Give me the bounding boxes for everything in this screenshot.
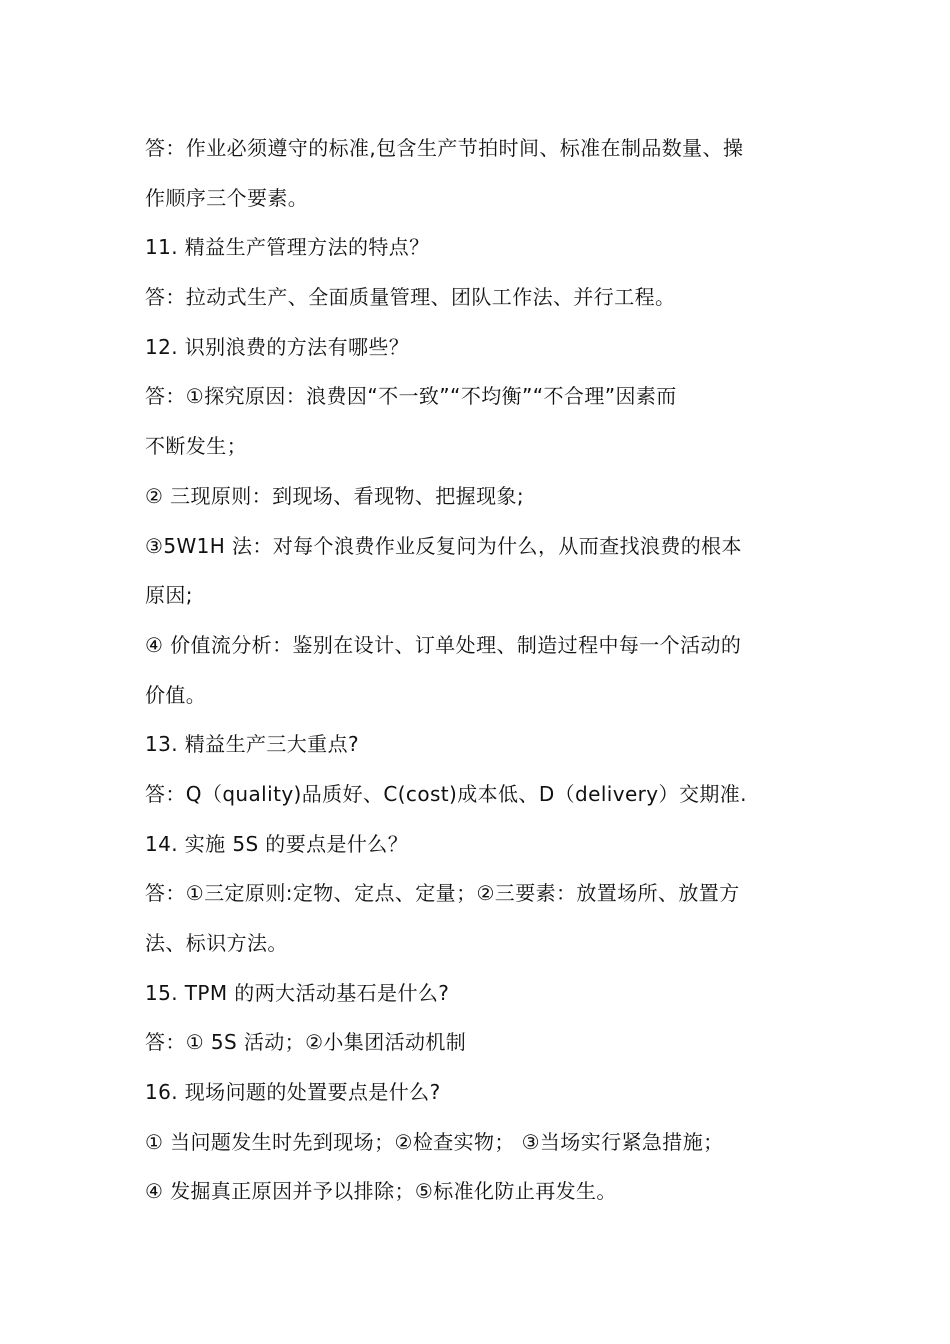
text-line: 原因;	[145, 583, 193, 608]
question-heading: 15. TPM 的两大活动基石是什么?	[145, 980, 450, 1005]
question-heading: 16. 现场问题的处置要点是什么?	[145, 1080, 441, 1105]
text-line: 不断发生；	[145, 434, 247, 459]
text-line: ② 三现原则：到现场、看现物、把握现象;	[145, 483, 525, 508]
answer-line: 答：①探究原因：浪费因“不一致”“不均衡”“不合理”因素而	[145, 384, 677, 409]
answer-line: 答：Q（quality)品质好、C(cost)成本低、D（delivery）交期准.	[145, 781, 747, 806]
answer-line: 答：①三定原则:定物、定点、定量；②三要素：放置场所、放置方	[145, 881, 740, 906]
text-line: 作顺序三个要素。	[145, 185, 309, 210]
question-heading: 13. 精益生产三大重点?	[145, 732, 359, 757]
answer-line: 答：① 5S 活动；②小集团活动机制	[145, 1030, 467, 1055]
document-body	[145, 124, 810, 1217]
text-line: ③5W1H 法：对每个浪费作业反复问为什么，从而查找浪费的根本	[145, 533, 742, 558]
text-line: 价值。	[145, 682, 207, 707]
question-heading: 14. 实施 5S 的要点是什么？	[145, 831, 409, 856]
question-heading: 11. 精益生产管理方法的特点？	[145, 235, 430, 260]
text-line: 答：作业必须遵守的标准,包含生产节拍时间、标准在制品数量、操	[145, 136, 744, 160]
text-line: ① 当问题发生时先到现场；②检查实物； ③当场实行紧急措施；	[145, 1129, 724, 1154]
text-line: ④ 发掘真正原因并予以排除；⑤标准化防止再发生。	[145, 1179, 617, 1204]
text-line: 法、标识方法。	[145, 931, 288, 955]
text-line: ④ 价值流分析：鉴别在设计、订单处理、制造过程中每一个活动的	[145, 632, 742, 657]
question-heading: 12. 识别浪费的方法有哪些？	[145, 334, 410, 359]
answer-line: 答：拉动式生产、全面质量管理、团队工作法、并行工程。	[145, 285, 676, 310]
